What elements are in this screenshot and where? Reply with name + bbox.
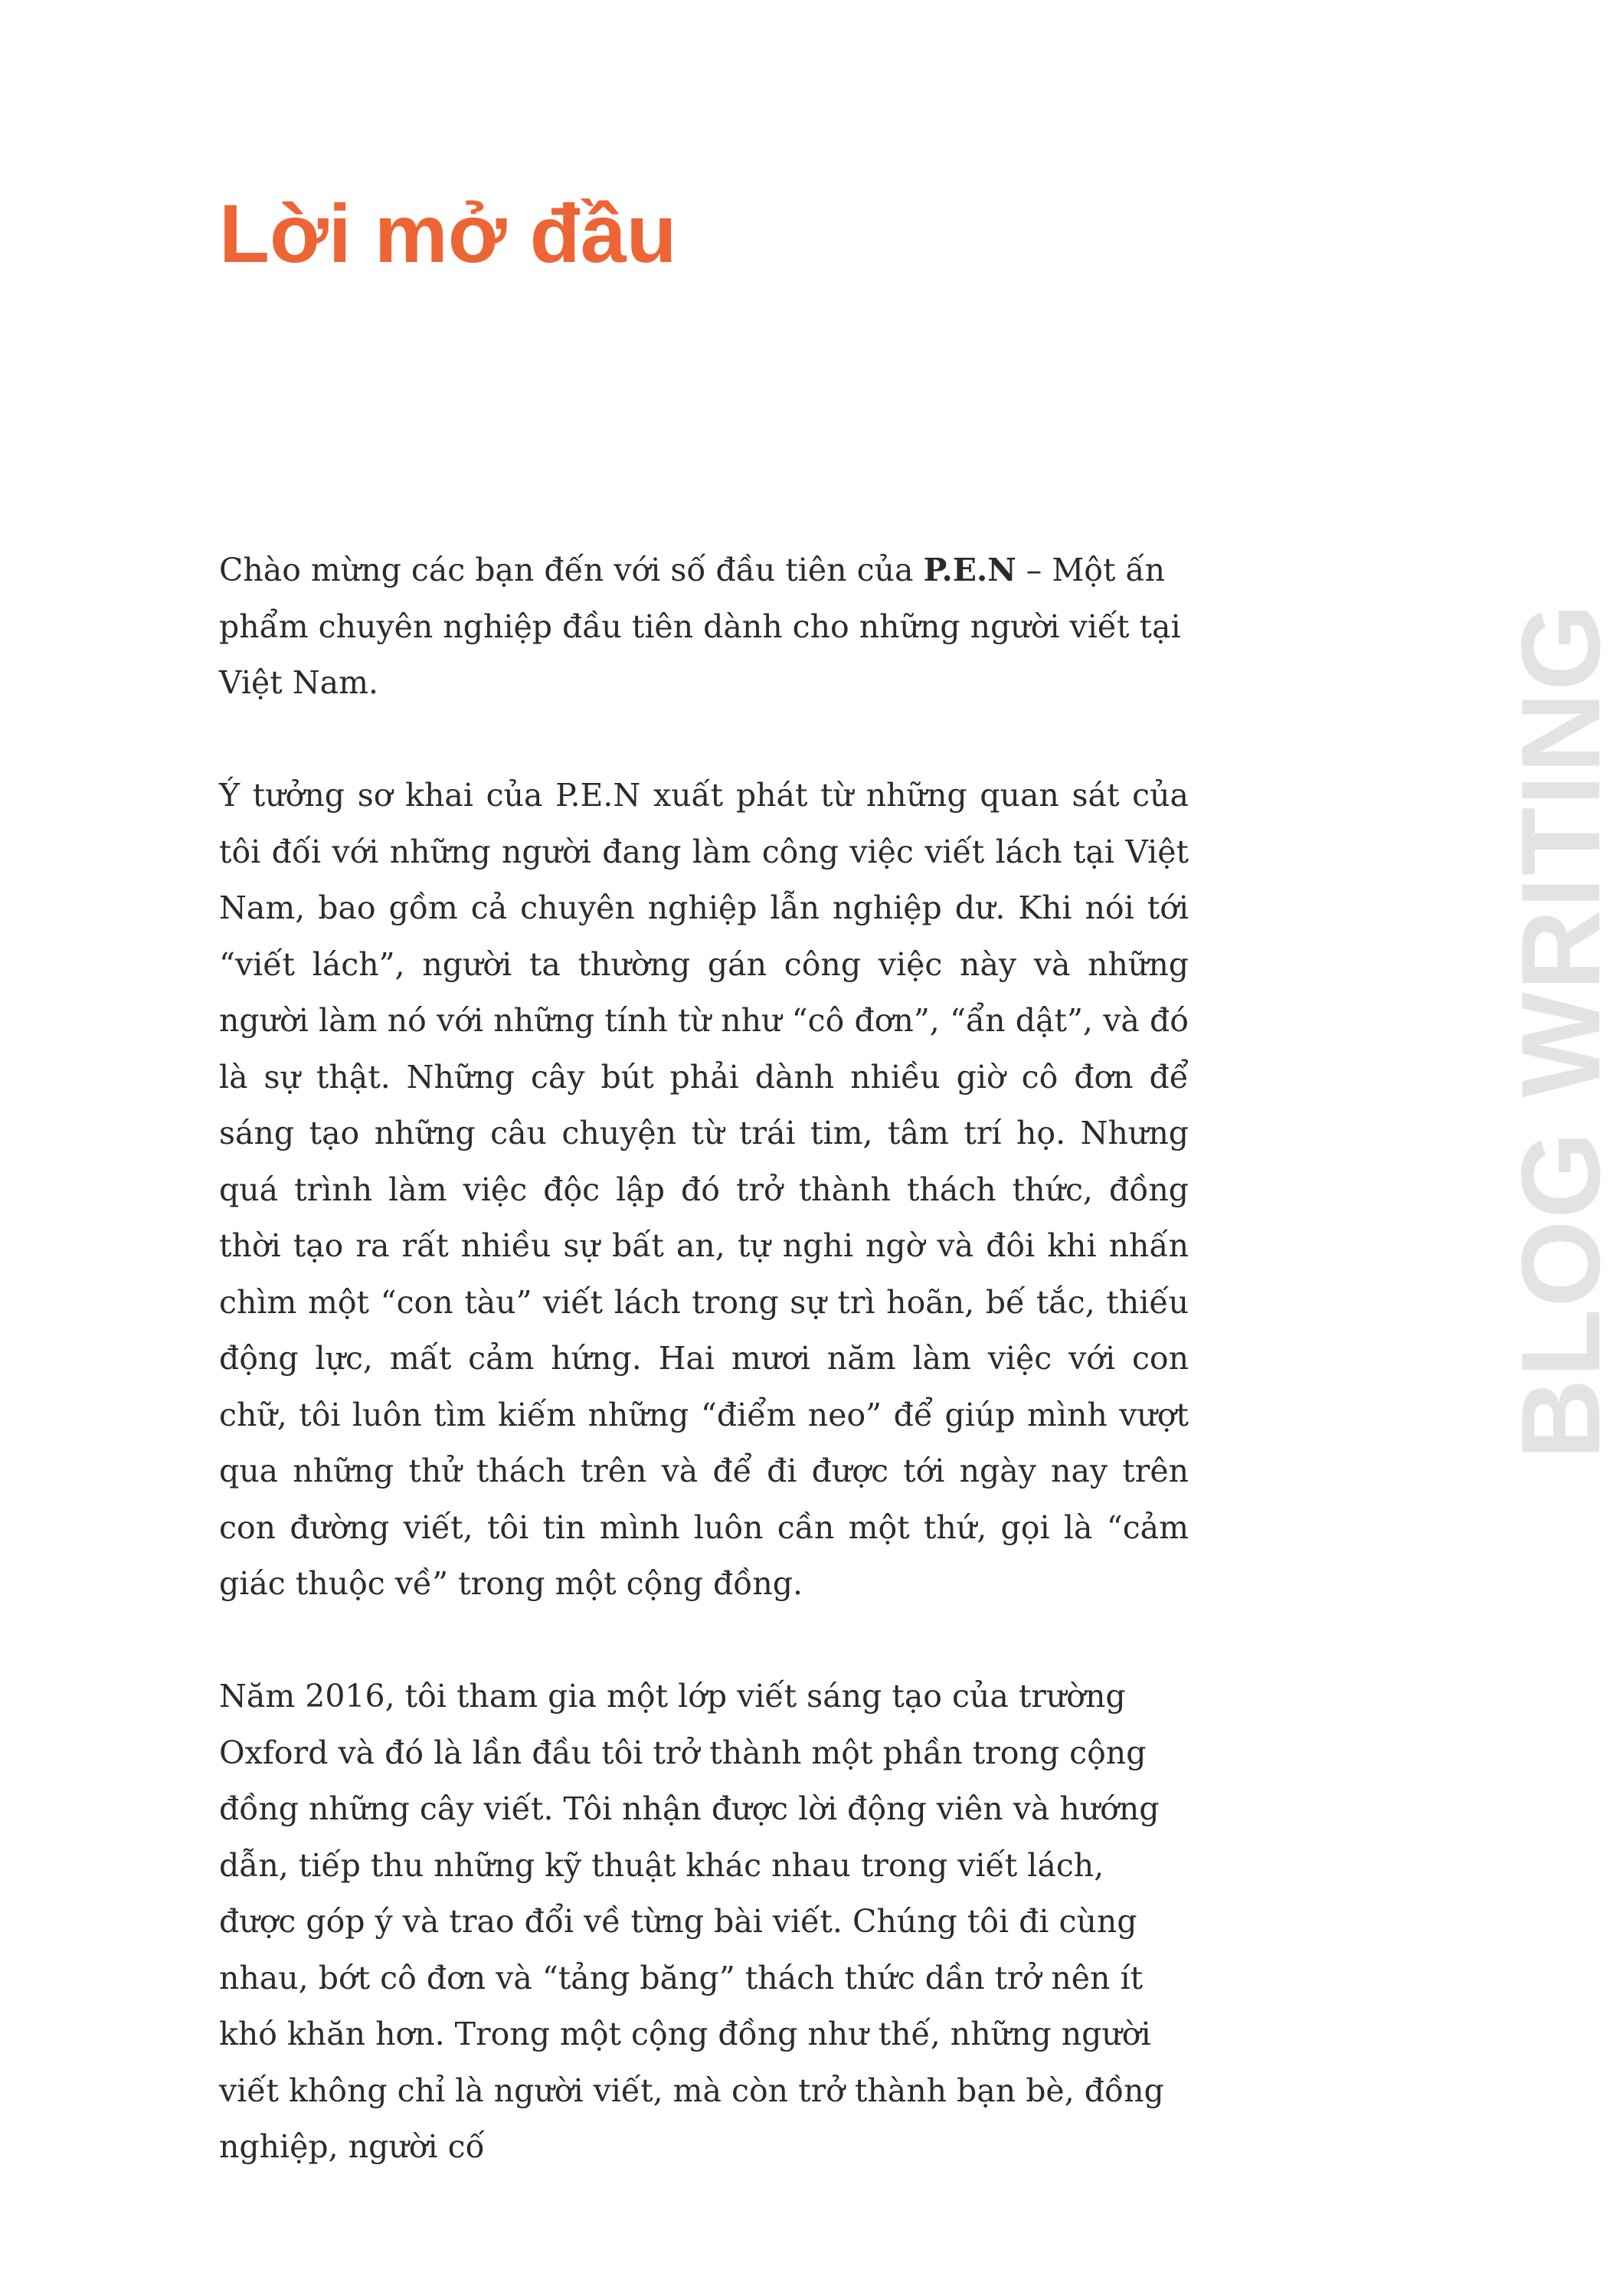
body-text [219,542,1189,2176]
intro-text-start: Chào mừng các bạn đến với số đầu tiên của [219,552,924,588]
intro-text-end: – Một ấn phẩm chuyên nghiệp đầu tiên dành cho những người viết tại Việt Nam. [219,552,1181,701]
idea-origin-paragraph: Ý tưởng sơ khai của P.E.N xuất phát từ những quan sát của tôi đối với những người đang làm công việc viết lách tại Việt Nam, bao gồm cả chuyên nghiệp lẫn nghiệp dư. Khi nói tới “viết lách”, người ta thường gán công việc này và những người làm nó với những tính từ như “cô đơn”, “ẩn dật”, và đó là sự thật. Những cây bút phải dành nhiều giờ cô đơn để sáng tạo những câu chuyện từ trái tim, tâm trí họ. Nhưng quá trình làm việc độc lập đó trở thành thách thức, đồng thời tạo ra rất nhiều sự bất an, tự nghi ngờ và đôi khi nhấn chìm một “con tàu” viết lách trong sự trì hoãn, bế tắc, thiếu động lực, mất cảm hứng. Hai mươi năm làm việc với con chữ, tôi luôn tìm kiếm những “điểm neo” để giúp mình vượt qua những thử thách trên và để đi được tới ngày nay trên con đường viết, tôi tin mình luôn cần một thứ, gọi là “cảm giác thuộc về” trong một cộng đồng. [219,777,1189,1602]
oxford-course-paragraph: Năm 2016, tôi tham gia một lớp viết sáng tạo của trường Oxford và đó là lần đầu tôi trở thành một phần trong cộng đồng những cây viết. Tôi nhận được lời động viên và hướng dẫn, tiếp thu những kỹ thuật khác nhau trong viết lách, được góp ý và trao đổi về từng bài viết. Chúng tôi đi cùng nhau, bớt cô đơn và “tảng băng” thách thức dần trở nên ít khó khăn hơn. Trong một cộng đồng như thế, những người viết không chỉ là người viết, mà còn trở thành bạn bè, đồng nghiệp, người cố [219,1678,1164,2165]
blog-writing-side-label: BLOG WRITING [1498,602,1623,1459]
intro-paragraph [219,542,1189,712]
pen-brand-name: P.E.N [923,552,1016,588]
page-title: Lời mở đầu [219,187,677,280]
